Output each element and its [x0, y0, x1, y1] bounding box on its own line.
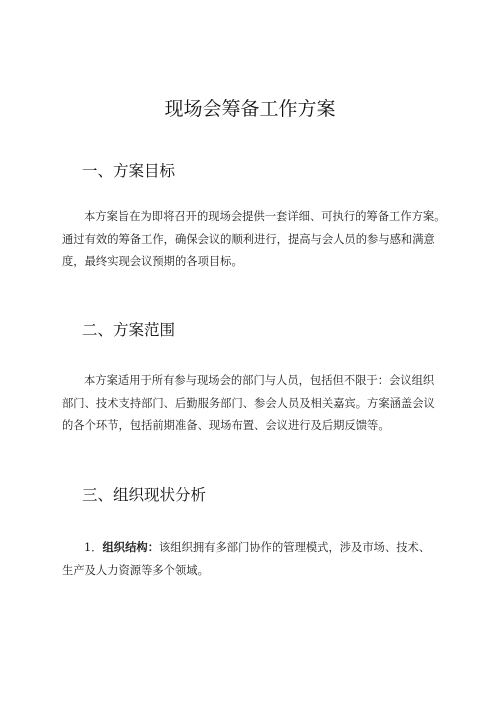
- list-item-label: 组织结构：: [102, 541, 159, 554]
- paragraph-line: 通过有效的筹备工作，确保会议的顺利进行，提高与会人员的参与感和满意: [62, 232, 435, 246]
- paragraph-line: 度，最终实现会议预期的各项目标。: [62, 255, 243, 268]
- paragraph-line: 部门、技术支持部门、后勤服务部门、参会人员及相关嘉宾。方案涵盖会议: [62, 396, 435, 410]
- paragraph-line: 本方案适用于所有参与现场会的部门与人员，包括但不限于：会议组织: [84, 374, 435, 387]
- section-paragraph-goals: [62, 206, 452, 274]
- paragraph-line: 本方案旨在为即将召开的现场会提供一套详细、可执行的筹备工作方案。: [84, 210, 446, 223]
- section-heading-scope: 二、方案范围: [82, 321, 176, 339]
- paragraph-line: 的各个环节，包括前期准备、现场布置、会议进行及后期反馈等。: [62, 419, 390, 432]
- list-item-text: 该组织拥有多部门协作的管理模式，涉及市场、技术、: [159, 541, 431, 554]
- document-title: 现场会筹备工作方案: [164, 98, 336, 120]
- section-heading-analysis: 三、组织现状分析: [82, 486, 207, 504]
- list-item-first-line: [62, 537, 454, 560]
- list-item-number: 1．: [84, 541, 103, 554]
- section-heading-goals: 一、方案目标: [82, 162, 176, 180]
- list-item-text-continued: 生产及人力资源等多个领域。: [62, 563, 209, 577]
- section-paragraph-scope: [62, 370, 452, 438]
- list-item: [62, 537, 454, 582]
